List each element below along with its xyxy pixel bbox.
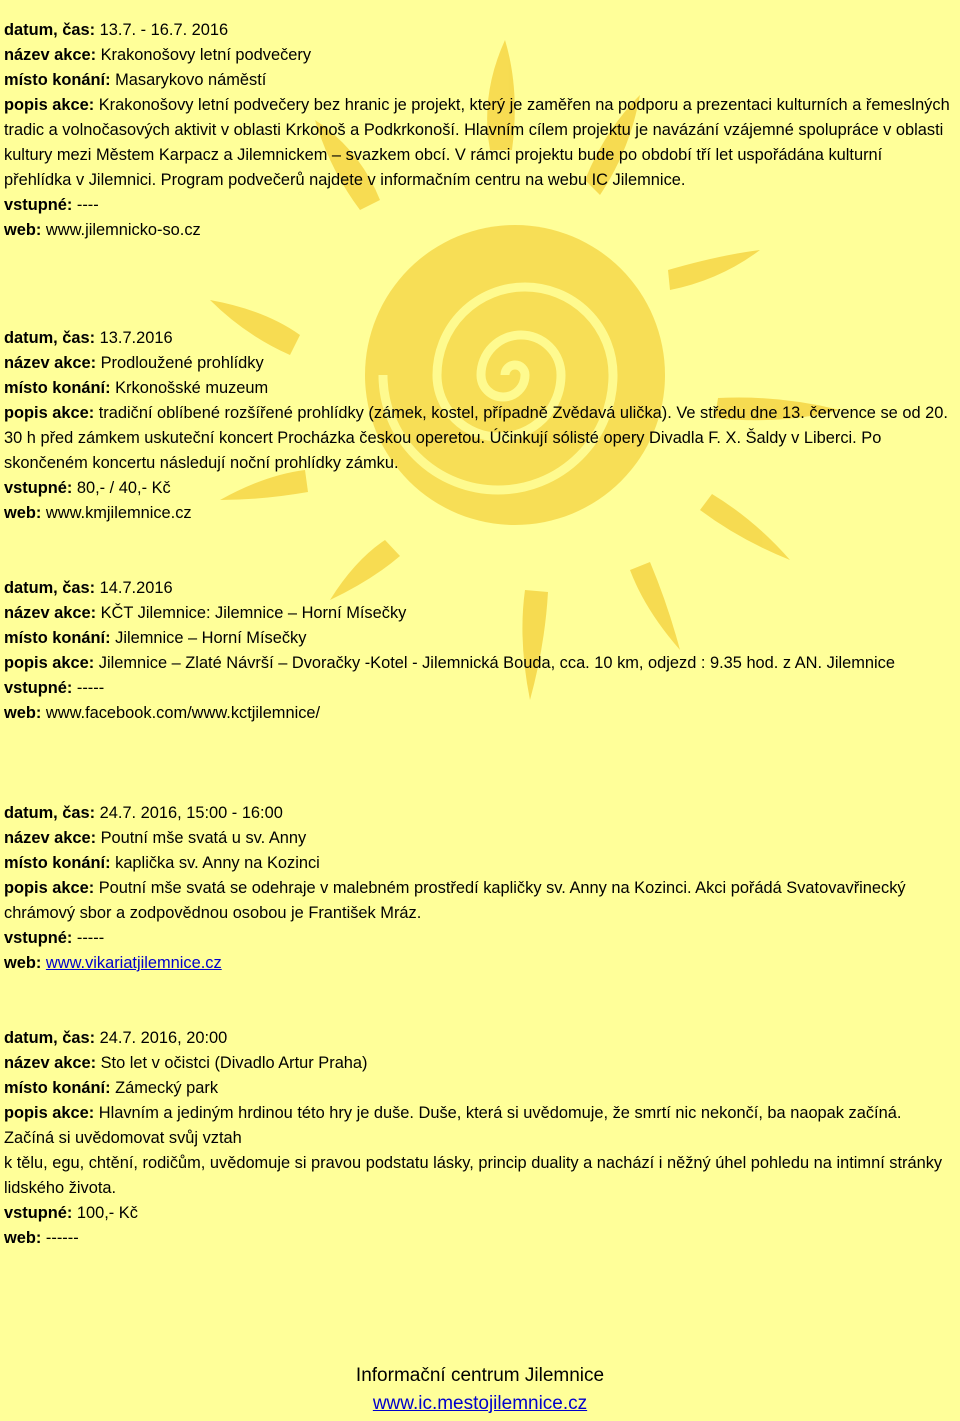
desc-label: popis akce: [4, 1104, 95, 1122]
web-label: web: [4, 704, 42, 722]
event-place-row [4, 626, 954, 651]
event-desc: Jilemnice – Zlaté Návrší – Dvoračky -Kotel - Jilemnická Bouda, cca. 10 km, odjezd : 9.35 hod. z AN. Jilemnice [98, 654, 895, 672]
date-label: datum, čas: [4, 579, 96, 597]
name-label: název akce: [4, 46, 97, 64]
event-web-row [4, 951, 954, 976]
event-entry-row [4, 476, 954, 501]
place-label: místo konání: [4, 1079, 111, 1097]
event-desc-continued: k tělu, egu, chtění, rodičům, uvědomuje si pravou podstatu lásky, princip duality a nachází i něžný úhel pohledu na intimní stránky lidského života. [4, 1154, 943, 1197]
event-entry: 80,- / 40,- Kč [76, 479, 171, 497]
event-place: kaplička sv. Anny na Kozinci [115, 854, 320, 872]
web-label: web: [4, 1229, 42, 1247]
event-date-row [4, 1026, 954, 1051]
date-label: datum, čas: [4, 1029, 96, 1047]
date-label: datum, čas: [4, 21, 96, 39]
event-date: 24.7. 2016, 20:00 [99, 1029, 228, 1047]
event-2 [4, 326, 954, 526]
event-web: www.kmjilemnice.cz [45, 504, 192, 522]
event-place: Masarykovo náměstí [115, 71, 267, 89]
event-date: 13.7.2016 [99, 329, 173, 347]
desc-label: popis akce: [4, 404, 95, 422]
event-place-row [4, 376, 954, 401]
date-label: datum, čas: [4, 804, 96, 822]
event-place: Zámecký park [115, 1079, 219, 1097]
place-label: místo konání: [4, 71, 111, 89]
event-4 [4, 801, 954, 976]
event-name: Poutní mše svatá u sv. Anny [100, 829, 307, 847]
event-web: www.facebook.com/www.kctjilemnice/ [45, 704, 321, 722]
event-desc: tradiční oblíbené rozšířené prohlídky (zámek, kostel, případně Zvědavá ulička). Ve středu dne 13. července se od 20. 30 h před zámkem uskuteční koncert Procházka českou operetou. Účinkují sólisté opery Divadla F. X. Šaldy v Liberci. Po skončeném koncertu následují noční prohlídky zámku. [4, 404, 948, 472]
footer-link[interactable]: www.ic.mestojilemnice.cz [372, 1393, 588, 1414]
desc-label: popis akce: [4, 654, 95, 672]
footer-org: Informační centrum Jilemnice [355, 1365, 605, 1386]
name-label: název akce: [4, 829, 97, 847]
event-web-row [4, 501, 954, 526]
event-web-row [4, 1226, 954, 1251]
event-date-row [4, 576, 954, 601]
event-entry: ----- [76, 679, 105, 697]
event-name: Sto let v očistci (Divadlo Artur Praha) [100, 1054, 368, 1072]
event-entry: 100,- Kč [76, 1204, 138, 1222]
event-desc-row [4, 93, 954, 193]
event-place: Krkonošské muzeum [115, 379, 269, 397]
event-place-row [4, 851, 954, 876]
event-date-row [4, 326, 954, 351]
date-label: datum, čas: [4, 329, 96, 347]
footer [0, 1362, 960, 1418]
web-label: web: [4, 954, 42, 972]
event-desc: Krakonošovy letní podvečery bez hranic je projekt, který je zaměřen na podporu a prezentaci kulturních a řemeslných tradic a volnočasových aktivit v oblasti Krkonoš a Podkrkonoší. Hlavním cílem projektu je navázání vzájemné spolupráce v oblasti kultury mezi Městem Karpacz a Jilemnickem – svazkem obcí. V rámci projektu bude po období tří let uspořádána kulturní přehlídka v Jilemnici. Program podvečerů najdete v informačním centru na webu IC Jilemnice. [4, 96, 950, 189]
name-label: název akce: [4, 354, 97, 372]
entry-label: vstupné: [4, 1204, 73, 1222]
desc-label: popis akce: [4, 96, 95, 114]
entry-label: vstupné: [4, 679, 73, 697]
event-name-row [4, 1051, 954, 1076]
event-place-row [4, 68, 954, 93]
event-name-row [4, 601, 954, 626]
event-entry-row [4, 926, 954, 951]
desc-label: popis akce: [4, 879, 95, 897]
event-desc-row [4, 1101, 954, 1151]
event-desc-row [4, 401, 954, 476]
event-1 [4, 18, 954, 243]
event-web: www.jilemnicko-so.cz [45, 221, 201, 239]
event-date: 24.7. 2016, 15:00 - 16:00 [99, 804, 283, 822]
place-label: místo konání: [4, 379, 111, 397]
event-desc: Hlavním a jediným hrdinou této hry je duše. Duše, která si uvědomuje, že smrtí nic nekončí, ba naopak začíná. Začíná si uvědomovat svůj vztah [4, 1104, 902, 1147]
web-label: web: [4, 221, 42, 239]
event-date-row [4, 18, 954, 43]
event-desc-row [4, 651, 954, 676]
event-entry: ---- [76, 196, 99, 214]
event-web: ------ [45, 1229, 79, 1247]
event-web-link[interactable]: www.vikariatjilemnice.cz [45, 954, 222, 972]
event-web-row [4, 218, 954, 243]
event-entry-row [4, 193, 954, 218]
event-entry: ----- [76, 929, 105, 947]
event-desc: Poutní mše svatá se odehraje v malebném prostředí kapličky sv. Anny na Kozinci. Akci pořádá Svatovavřinecký chrámový sbor a zodpovědnou osobou je František Mráz. [4, 879, 906, 922]
event-entry-row [4, 676, 954, 701]
event-place-row [4, 1076, 954, 1101]
event-name-row [4, 351, 954, 376]
event-date: 13.7. - 16.7. 2016 [99, 21, 229, 39]
event-name: KČT Jilemnice: Jilemnice – Horní Mísečky [100, 604, 407, 622]
event-date: 14.7.2016 [99, 579, 173, 597]
event-name: Prodloužené prohlídky [100, 354, 264, 372]
place-label: místo konání: [4, 629, 111, 647]
event-web-row [4, 701, 954, 726]
name-label: název akce: [4, 1054, 97, 1072]
event-name-row [4, 826, 954, 851]
event-date-row [4, 801, 954, 826]
event-entry-row [4, 1201, 954, 1226]
event-place: Jilemnice – Horní Mísečky [115, 629, 307, 647]
place-label: místo konání: [4, 854, 111, 872]
event-5 [4, 1026, 954, 1251]
event-desc-row [4, 876, 954, 926]
web-label: web: [4, 504, 42, 522]
entry-label: vstupné: [4, 196, 73, 214]
event-3 [4, 576, 954, 726]
event-name-row [4, 43, 954, 68]
entry-label: vstupné: [4, 929, 73, 947]
name-label: název akce: [4, 604, 97, 622]
event-name: Krakonošovy letní podvečery [100, 46, 312, 64]
entry-label: vstupné: [4, 479, 73, 497]
